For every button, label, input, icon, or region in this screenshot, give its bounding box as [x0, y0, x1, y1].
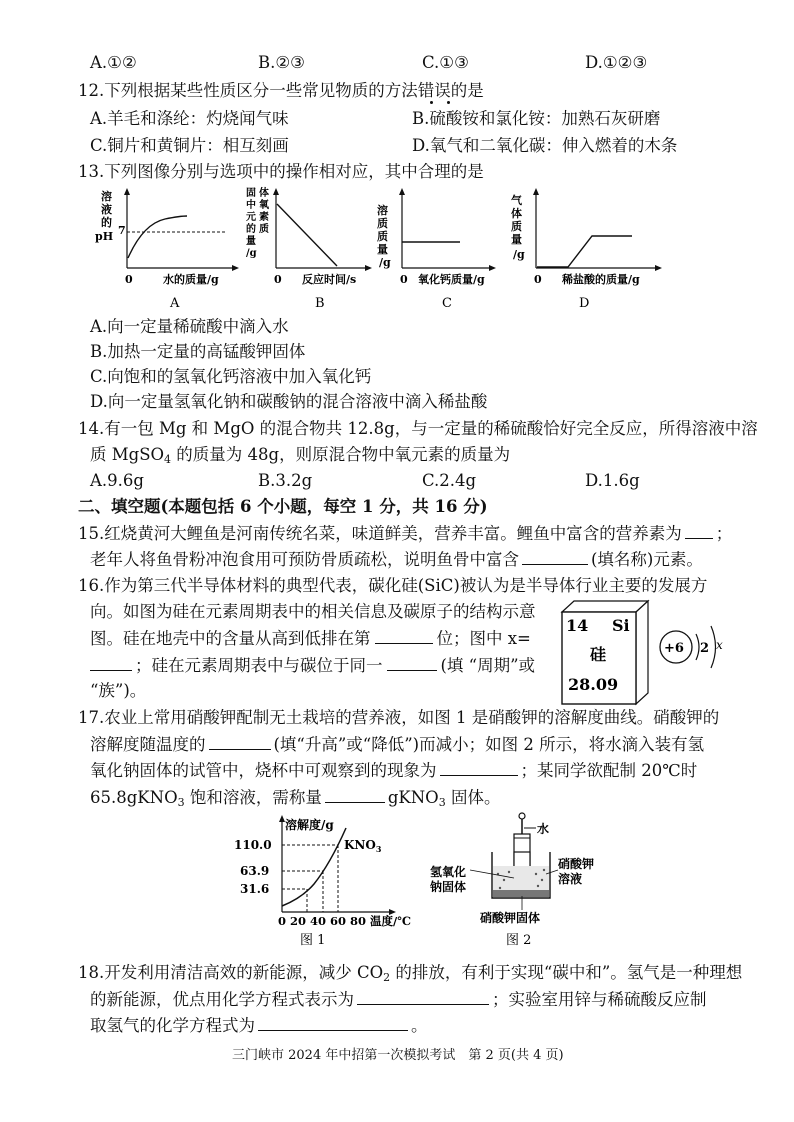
graph-c-xlabel: 氧化钙质量/g — [418, 273, 485, 286]
q12-option-b: B.硫酸铵和氯化铵：加熟石灰研磨 — [412, 109, 661, 128]
q15-line1: 15.红烧黄河大鲤鱼是河南传统名菜，味道鲜美，营养丰富。鲤鱼中富含的营养素为 ； — [78, 524, 733, 543]
q14-option-a: A.9.6g — [90, 471, 144, 490]
graph-b-ylabel-5: 元 — [246, 212, 256, 223]
graph-a-origin: 0 — [125, 273, 133, 286]
atom-shell-1: 2 — [700, 641, 710, 656]
graph-d-ylabel-5: /g — [513, 248, 525, 261]
q11-option-d: D.①②③ — [585, 53, 648, 72]
graph-d-caption: D — [579, 296, 590, 311]
graph-b-origin: 0 — [274, 273, 282, 286]
q11-option-c: C.①③ — [422, 53, 469, 72]
element-number: 14 — [566, 616, 589, 635]
graph-a-ylabel-3: 的 — [101, 216, 112, 229]
solubility-curve-figure — [222, 812, 412, 947]
graph-b-caption: B — [315, 296, 325, 311]
fig1-curve-label: $KNO_3$ — [344, 838, 382, 854]
q15-blank-1[interactable] — [685, 522, 713, 539]
graph-b-ylabel-10: /g — [246, 248, 257, 259]
q17-line3: 氧化钠固体的试管中，烧杯中可观察到的现象为 ；某同学欲配制 20℃时 — [90, 761, 698, 780]
q16-line4: ；硅在元素周期表中与碳位于同一 (填 “周期”或 — [90, 654, 535, 677]
q17-blank-1[interactable] — [209, 733, 271, 750]
q16-blank-1[interactable] — [375, 627, 433, 644]
graph-b-ylabel-4: 氧 — [259, 200, 269, 211]
graph-b-ylabel-2: 体 — [259, 188, 269, 199]
q13-stem: 13.下列图像分别与选项中的操作相对应，其中合理的是 — [78, 162, 484, 181]
page-footer: 三门峡市 2024 年中招第一次模拟考试 第 2 页(共 4 页) — [232, 1048, 564, 1063]
q16-blank-2[interactable] — [90, 654, 132, 671]
graph-c-ylabel-2: 质 — [377, 217, 388, 230]
section-heading: 二、填空题(本题包括 6 个小题，每空 1 分，共 16 分) — [78, 497, 488, 516]
q16-line3: 图。硅在地壳中的含量从高到低排在第 位；图中 x= — [90, 629, 531, 648]
q13-option-d: D.向一定量氢氧化钠和碳酸钠的混合溶液中滴入稀盐酸 — [90, 392, 488, 411]
graph-b-ylabel-3: 中 — [246, 200, 256, 211]
q14-line2: 质 MgSO$_4$ 的质量为 48g，则原混合物中氧元素的质量为 — [90, 445, 511, 466]
graph-b-ylabel-9: 量 — [246, 236, 256, 247]
emphasis-dots — [427, 101, 463, 105]
graph-c — [374, 186, 514, 316]
graph-c-ylabel-3: 质 — [377, 230, 388, 243]
q12-stem: 12.下列根据某些性质区分一些常见物质的方法错误的是 — [78, 81, 484, 100]
graph-d-xlabel: 稀盐酸的质量/g — [562, 273, 640, 286]
graph-b-ylabel-7: 的 — [246, 224, 256, 235]
graph-d-ylabel-4: 量 — [511, 233, 522, 246]
graph-d — [508, 186, 678, 316]
q11-option-a: A.①② — [90, 53, 137, 72]
q13-option-a: A.向一定量稀硫酸中滴入水 — [90, 317, 289, 336]
q17-blank-3[interactable] — [325, 786, 385, 803]
element-card — [556, 598, 656, 710]
beaker-apparatus-figure — [426, 810, 636, 950]
q14-option-d: D.1.6g — [585, 471, 640, 490]
fig1-ytick-2: 63.9 — [240, 864, 270, 878]
graph-a-yval: 7 — [118, 224, 126, 237]
q14-option-b: B.3.2g — [258, 471, 313, 490]
q18-blank-1[interactable] — [357, 988, 489, 1005]
graph-a-xlabel: 水的质量/g — [163, 273, 219, 286]
graph-d-ylabel-1: 气 — [511, 194, 522, 207]
graph-a-ylabel-4: pH — [95, 230, 114, 243]
graph-d-ylabel-2: 体 — [511, 207, 522, 220]
graph-d-origin: 0 — [534, 273, 542, 286]
graph-c-ylabel-4: 量 — [377, 243, 388, 256]
q16-line5: “族”)。 — [90, 681, 147, 700]
fig2-right-label-2: 溶液 — [558, 872, 583, 886]
fig2-bottom-label: 硝酸钾固体 — [480, 911, 541, 925]
fig1-xlabel: 0 20 40 60 80 温度/℃ — [278, 914, 412, 928]
graph-b — [240, 186, 380, 316]
fig2-caption: 图 2 — [506, 933, 532, 948]
graph-c-origin: 0 — [400, 273, 408, 286]
graph-c-ylabel-1: 溶 — [377, 204, 388, 217]
q15-blank-2[interactable] — [522, 548, 588, 565]
fig2-right-label-1: 硝酸钾 — [558, 857, 595, 871]
element-name: 硅 — [590, 645, 607, 664]
element-mass: 28.09 — [568, 675, 619, 694]
atom-nucleus: +6 — [664, 641, 684, 656]
graph-b-xlabel: 反应时间/s — [302, 273, 357, 286]
q17-blank-2[interactable] — [440, 759, 518, 776]
atom-structure-diagram — [656, 614, 746, 684]
graph-c-ylabel-5: /g — [379, 256, 391, 269]
q12-option-c: C.铜片和黄铜片：相互刻画 — [90, 136, 289, 155]
q18-line2: 的新能源，优点用化学方程式表示为 ；实验室用锌与稀硫酸反应制 — [90, 990, 707, 1009]
fig2-water-label: 水 — [537, 822, 550, 836]
q13-option-b: B.加热一定量的高锰酸钾固体 — [90, 342, 306, 361]
q11-option-b: B.②③ — [258, 53, 305, 72]
graph-b-ylabel-6: 素 — [259, 212, 269, 223]
q18-line1: 18.开发利用清洁高效的新能源，减少 $CO_2$ 的排放，有利于实现“碳中和”。氢气是一种理想 — [78, 963, 743, 984]
q15-line2: 老年人将鱼骨粉冲泡食用可预防骨质疏松，说明鱼骨中富含 (填名称)元素。 — [90, 550, 703, 569]
q16-line1: 16.作为第三代半导体材料的典型代表，碳化硅(SiC)被认为是半导体行业主要的发展方 — [78, 576, 708, 595]
graph-d-ylabel-3: 质 — [511, 220, 522, 233]
fig2-left-label-2: 钠固体 — [430, 880, 467, 894]
fig1-ylabel: 溶解度/g — [285, 818, 334, 832]
atom-shell-2: x — [716, 638, 723, 652]
q16-line2: 向。如图为硅在元素周期表中的相关信息及碳原子的结构示意 — [90, 602, 536, 621]
fig1-ytick-1: 110.0 — [234, 838, 272, 852]
q12-option-a: A.羊毛和涤纶：灼烧闻气味 — [90, 109, 289, 128]
q17-line2: 溶解度随温度的 (填“升高”或“降低”)而减小；如图 2 所示，将水滴入装有氢 — [90, 735, 705, 754]
q18-line3: 取氢气的化学方程式为 。 — [90, 1016, 428, 1035]
q13-option-c: C.向饱和的氢氧化钙溶液中加入氧化钙 — [90, 367, 372, 386]
graph-a-caption: A — [170, 296, 180, 311]
element-symbol: Si — [612, 616, 630, 635]
q17-line4: 65.8gKNO$_3$ 饱和溶液，需称量 gKNO$_3$ 固体。 — [90, 788, 501, 809]
graph-b-ylabel-8: 质 — [259, 224, 269, 235]
graph-a-ylabel-1: 溶 — [101, 190, 112, 203]
graph-b-ylabel-1: 固 — [246, 188, 256, 199]
fig2-left-label-1: 氢氧化 — [430, 865, 467, 879]
q18-blank-2[interactable] — [258, 1014, 408, 1031]
graph-c-caption: C — [442, 296, 452, 311]
fig1-ytick-3: 31.6 — [240, 882, 270, 896]
q12-option-d: D.氧气和二氧化碳：伸入燃着的木条 — [412, 136, 678, 155]
q16-blank-3[interactable] — [387, 654, 437, 671]
q14-option-c: C.2.4g — [422, 471, 477, 490]
q14-line1: 14.有一包 Mg 和 MgO 的混合物共 12.8g，与一定量的稀硫酸恰好完全反应，所得溶液中溶 — [78, 419, 758, 438]
q17-line1: 17.农业上常用硝酸钾配制无土栽培的营养液，如图 1 是硝酸钾的溶解度曲线。硝酸钾的 — [78, 708, 720, 727]
fig1-caption: 图 1 — [300, 933, 326, 947]
graph-a-ylabel-2: 液 — [101, 203, 112, 216]
graph-a — [95, 186, 245, 316]
